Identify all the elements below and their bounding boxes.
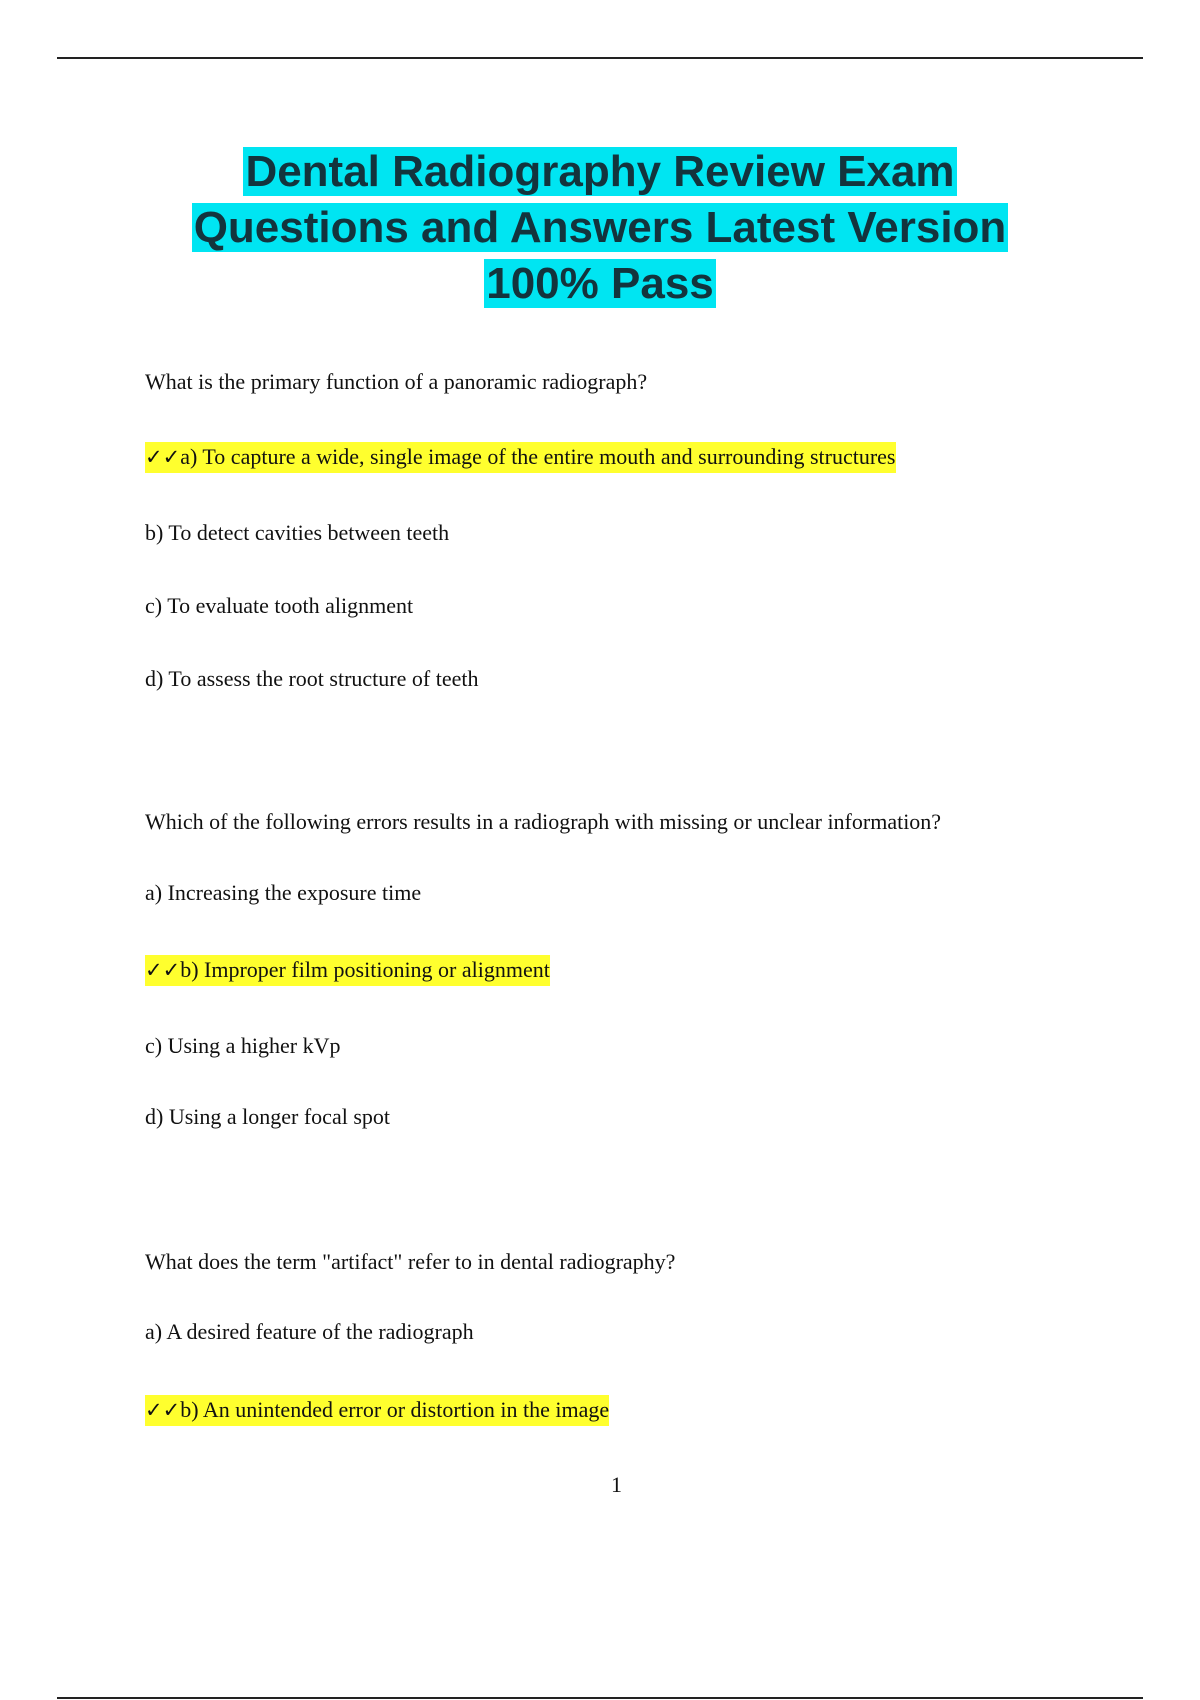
check-icon: ✓✓ <box>145 1398 181 1422</box>
question-3-option-a: a) A desired feature of the radiograph <box>145 1319 474 1344</box>
document-title <box>57 144 1143 312</box>
question-3: What does the term "artifact" refer to in dental radiography? <box>145 1249 676 1274</box>
question-1-option-d: d) To assess the root structure of teeth <box>145 666 479 691</box>
question-1-option-a <box>145 443 896 471</box>
title-line-1: Dental Radiography Review Exam <box>245 147 955 196</box>
correct-answer-highlight: ✓✓b) An unintended error or distortion in the image <box>145 1395 609 1426</box>
question-2-option-d: d) Using a longer focal spot <box>145 1104 390 1129</box>
title-line-3: 100% Pass <box>486 259 714 308</box>
check-icon: ✓✓ <box>145 445 181 469</box>
question-2-option-c: c) Using a higher kVp <box>145 1033 341 1058</box>
question-3-option-b <box>145 1396 609 1424</box>
check-icon: ✓✓ <box>145 958 181 982</box>
header-rule <box>57 57 1143 59</box>
title-line-2: Questions and Answers Latest Version <box>193 203 1007 252</box>
question-1-option-b: b) To detect cavities between teeth <box>145 520 450 545</box>
question-2-option-b <box>145 956 550 984</box>
question-2: Which of the following errors results in a radiograph with missing or unclear information? <box>145 809 942 834</box>
question-1-option-c: c) To evaluate tooth alignment <box>145 593 414 618</box>
footer-rule <box>57 1697 1143 1699</box>
correct-answer-highlight: ✓✓b) Improper film positioning or alignment <box>145 955 550 986</box>
question-2-option-a: a) Increasing the exposure time <box>145 880 422 905</box>
correct-answer-highlight: ✓✓a) To capture a wide, single image of the entire mouth and surrounding structures <box>145 442 896 473</box>
question-1: What is the primary function of a panoramic radiograph? <box>145 369 648 394</box>
page-number: 1 <box>611 1472 622 1497</box>
